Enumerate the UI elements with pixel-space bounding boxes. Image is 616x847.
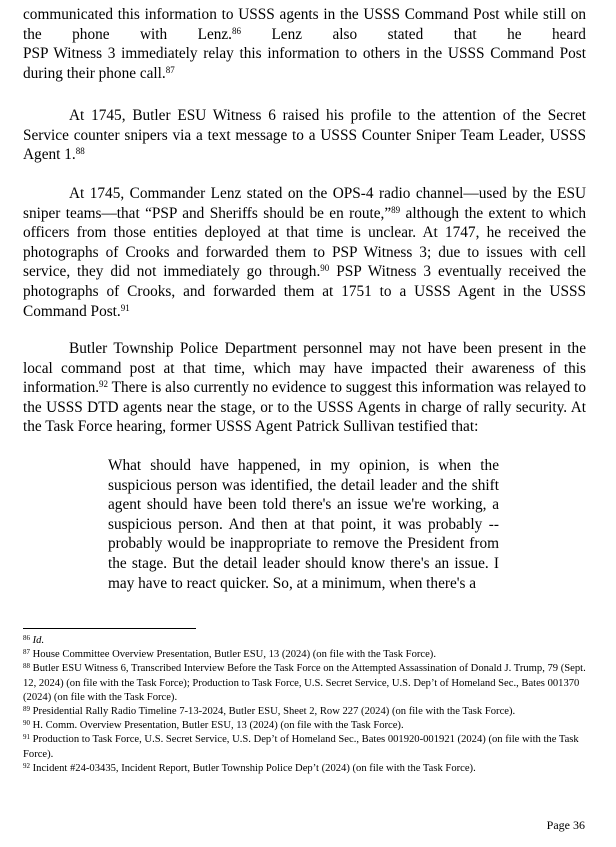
- paragraph: [23, 106, 586, 165]
- footnote-number: 87: [23, 648, 30, 657]
- text-run: he: [507, 25, 522, 43]
- paragraph: [23, 184, 586, 321]
- paragraph-line: [23, 44, 586, 64]
- footnote-text: Presidential Rally Radio Timeline 7-13-2024, Butler ESU, Sheet 2, Row 227 (2024) (on file with the Task Force).: [32, 706, 516, 718]
- footnote-number: 86: [23, 634, 30, 642]
- page-number: Page 36: [546, 818, 585, 832]
- footnote-ref[interactable]: 87: [165, 64, 175, 75]
- footnote-text: H. Comm. Overview Presentation, Butler ESU, 13 (2024) (on file with the Task Force).: [32, 720, 404, 732]
- text-run: that: [453, 25, 477, 43]
- footnote: [23, 662, 586, 705]
- paragraph-text: although the extent to which officers from those entities deployed at that time is unclear. At 1747, he received the photographs of Crooks and forwarded them to PSP Witness 3; due to issues with cell service, they did not immediately go through.: [23, 204, 587, 281]
- footnote-number: 91: [23, 733, 30, 742]
- footnote: [23, 733, 586, 761]
- text-run: stated: [387, 25, 424, 43]
- footnote-ref[interactable]: 90: [320, 263, 330, 274]
- text-run: heard: [551, 25, 586, 43]
- footnote-number: 88: [23, 662, 30, 671]
- paragraph-text: PSP Witness 3 eventually received the photographs of Crooks, and forwarded them at 1751 to a USSS Agent in the USSS Command Post.: [23, 263, 587, 320]
- footnote-ref[interactable]: 91: [120, 302, 130, 313]
- paragraph-line: [23, 64, 586, 84]
- text-run: during their phone call.: [23, 64, 166, 82]
- text-run: Lenz: [271, 25, 303, 43]
- footnote-text: House Committee Overview Presentation, Butler ESU, 13 (2024) (on file with the Task Force).: [32, 649, 436, 661]
- paragraph-continuation: [23, 5, 586, 83]
- text-run: PSP Witness 3 immediately relay this information to others in the USSS Command Post: [23, 45, 586, 63]
- paragraph-text: At 1745, Commander Lenz stated on the OPS-4 radio channel—used by the ESU sniper teams—that “PSP and Sheriffs should be en route,”: [23, 185, 586, 222]
- footnote-separator: [23, 628, 196, 629]
- footnote-ref[interactable]: 88: [75, 146, 85, 157]
- footnote: [23, 762, 586, 776]
- paragraph-line: [23, 25, 586, 45]
- text-run: the: [23, 25, 42, 43]
- footnote-text: Butler ESU Witness 6, Transcribed Interview Before the Task Force on the Attempted Assassination of Donald J. Trump, 79 (Sept. 12, 2024) (on file with the Task Force); Production to Task Force, U.S. Secret Service, U.S. Dep’t of Homeland Sec., Bates 001370 (2024) (on file with the Task Force).: [23, 663, 586, 703]
- footnote: [23, 705, 586, 719]
- text-run: also: [332, 25, 358, 43]
- footnote-ref[interactable]: 86: [232, 25, 242, 36]
- paragraph: [23, 339, 586, 437]
- footnote: [23, 648, 586, 662]
- footnote-text: Id.: [32, 635, 45, 646]
- paragraph-text: Butler Township Police Department personnel may not have been present in the local command post at that time, which may have impacted their awareness of this information.: [23, 340, 586, 397]
- block-quote: What should have happened, in my opinion, is when the suspicious person was identified, the detail leader and the shift agent should have been told there's an issue we're working, a suspicious person. And then at that point, it was probably -- probably would be inappropriate to remove the President from the stage. But the detail leader should know there's an issue. I may have to react quicker. So, at a minimum, when there's a: [108, 457, 499, 592]
- footnote-ref[interactable]: 92: [99, 379, 109, 390]
- footnote-number: 92: [23, 761, 30, 770]
- paragraph-line: [23, 5, 586, 25]
- paragraph-text: There is also currently no evidence to suggest this information was relayed to the USSS DTD agents near the stage, or to the USSS Agents in charge of rally security. At the Task Force hearing, former USSS Agent Patrick Sullivan testified that:: [23, 379, 586, 436]
- paragraph-text: At 1745, Butler ESU Witness 6 raised his profile to the attention of the Secret Service counter snipers via a text message to a USSS Counter Sniper Team Leader, USSS Agent 1.: [23, 107, 586, 164]
- footnote-text: Production to Task Force, U.S. Secret Service, U.S. Dep’t of Homeland Sec., Bates 001920-001921 (2024) (on file with the Task Force).: [23, 734, 579, 760]
- footnote: [23, 634, 586, 648]
- text-run: phone: [72, 25, 110, 43]
- text-run: with: [139, 25, 168, 43]
- footnote-number: 89: [23, 705, 30, 714]
- footnote-ref[interactable]: 89: [391, 204, 401, 215]
- text-run: Lenz.$^{86}$: [197, 25, 242, 43]
- footnote: [23, 719, 586, 733]
- footnote-text: Incident #24-03435, Incident Report, Butler Township Police Dep’t (2024) (on file with the Task Force).: [32, 762, 476, 774]
- text-run: communicated this information to USSS agents in the USSS Command Post while still on: [23, 6, 586, 23]
- footnotes: [23, 634, 586, 776]
- footnote-number: 90: [23, 719, 30, 728]
